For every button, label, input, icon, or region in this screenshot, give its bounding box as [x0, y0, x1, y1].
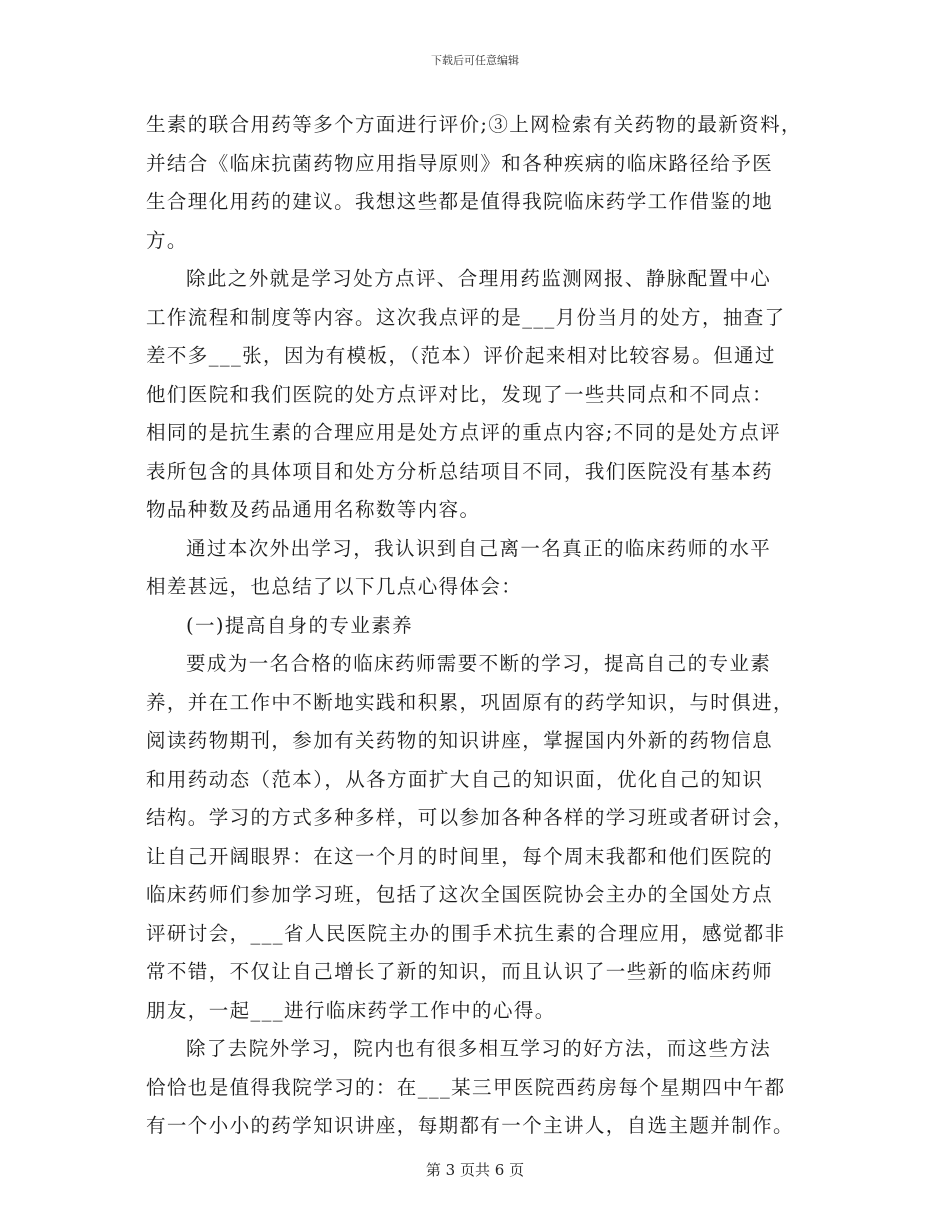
text-line: 表所包含的具体项目和处方分析总结项目不同，我们医院没有基本药 — [146, 459, 774, 483]
text-line: 恰恰也是值得我院学习的：在___某三甲医院西药房每个星期四中午都 — [146, 1075, 786, 1099]
text-line: (一)提高自身的专业素养 — [186, 613, 414, 637]
text-line: 和用药动态（范本），从各方面扩大自己的知识面，优化自己的知识 — [146, 767, 764, 791]
header-note: 下载后可任意编辑 — [431, 54, 519, 67]
text-line: 他们医院和我们医院的处方点评对比，发现了一些共同点和不同点： — [146, 382, 774, 406]
text-line: 方。 — [146, 228, 188, 252]
text-line: 生合理化用药的建议。我想这些都是值得我院临床药学工作借鉴的地 — [146, 190, 774, 213]
text-line: 常不错，不仅让自己增长了新的知识，而且认识了一些新的临床药师 — [146, 960, 774, 983]
text-line: 通过本次外出学习，我认识到自己离一名真正的临床药师的水平 — [186, 536, 772, 560]
text-line: 生素的联合用药等多个方面进行评价;③上网检索有关药物的最新资料， — [146, 113, 802, 136]
page-footer — [0, 1159, 950, 1180]
document-body — [146, 106, 810, 1146]
text-line: 除此之外就是学习处方点评、合理用药监测网报、静脉配置中心 — [186, 267, 772, 290]
text-line: 物品种数及药品通用名称数等内容。 — [146, 498, 481, 521]
text-line: 养，并在工作中不断地实践和积累，巩固原有的药学知识，与时俱进， — [146, 690, 794, 714]
text-line: 相差甚远，也总结了以下几点心得体会： — [146, 575, 523, 598]
text-line: 让自己开阔眼界：在这一个月的时间里，每个周末我都和他们医院的 — [146, 844, 774, 868]
page-header — [0, 52, 950, 68]
text-line: 有一个小小的药学知识讲座，每期都有一个主讲人，自选主题并制作。 — [146, 1114, 794, 1137]
text-line: 结构。学习的方式多种多样，可以参加各种各样的学习班或者研讨会， — [146, 806, 794, 829]
text-line: 临床药师们参加学习班，包括了这次全国医院协会主办的全国处方点 — [146, 883, 774, 906]
text-line: 差不多___张，因为有模板，（范本）评价起来相对比较容易。但通过 — [146, 344, 776, 367]
text-line: 除了去院外学习，院内也有很多相互学习的好方法，而这些方法 — [186, 1037, 772, 1060]
text-line: 要成为一名合格的临床药师需要不断的学习，提高自己的专业素 — [186, 652, 772, 675]
page-number: 第 3 页共 6 页 — [425, 1161, 525, 1179]
text-line: 阅读药物期刊，参加有关药物的知识讲座，掌握国内外新的药物信息 — [146, 729, 774, 752]
text-line: 评研讨会，___省人民医院主办的围手术抗生素的合理应用，感觉都非 — [146, 921, 786, 945]
text-line: 朋友，一起___进行临床药学工作中的心得。 — [146, 998, 556, 1022]
text-line: 相同的是抗生素的合理应用是处方点评的重点内容;不同的是处方点评 — [146, 421, 781, 444]
text-line: 工作流程和制度等内容。这次我点评的是___月份当月的处方，抽查了 — [146, 305, 786, 329]
text-line: 并结合《临床抗菌药物应用指导原则》和各种疾病的临床路径给予医 — [146, 151, 774, 175]
